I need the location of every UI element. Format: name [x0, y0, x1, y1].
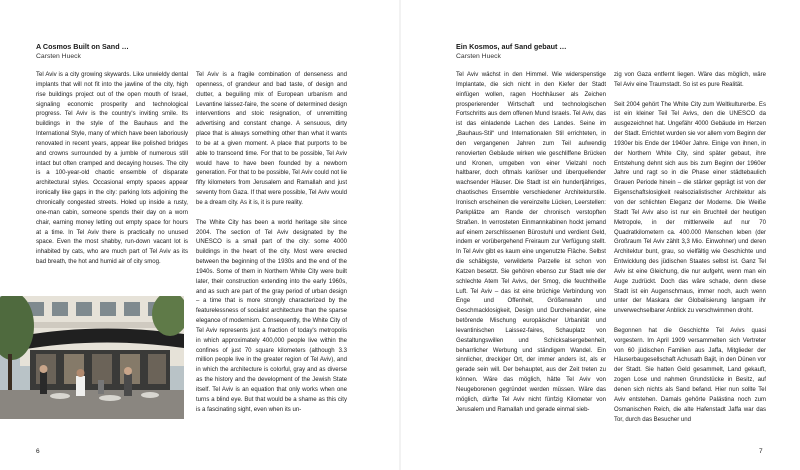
text-column-2	[614, 71, 766, 443]
text-column-1	[456, 71, 606, 443]
page-title: Ein Kosmos, auf Sand gebaut …	[456, 42, 567, 51]
right-page	[400, 0, 800, 470]
paragraph: The White City has been a world heritage site since 2004. The section of Tel Aviv designated by the UNESCO is a small part of the city: some 4000 buildings in the heart of the city. Most were erected between the beginning of the 1930s and the end of the 1940s. Some of them in Northern White City were built later, their construction extending into the early 1960s, and as such are part of the gray period of urban design – a time that is more strongly characterized by the featurelessness of socialist architecture than the sparse elegance of modernism. Consequently, the White City of Tel Aviv represents just a fraction of today's metropolis in which approximately 400,000 people live within the confines of just 70 square kilometers (although 3.3 million people live in the greater region of Tel Aviv), and in which the architecture is colorful, gray and as diverse as the history and the development of the Jewish State itself. Tel Aviv is an equation that only works when one turns a blind eye. But that would be a shame as this city is a fascinating sight, even when its un-	[196, 219, 347, 413]
author-name: Carsten Hueck	[36, 53, 81, 60]
paragraph: Begonnen hat die Geschichte Tel Avivs quasi vorgestern. Im April 1909 versammelten sich Vertreter von 60 jüdischen Familien aus Jaffa, Mitglieder der Häuserbaugesellschaft Achusath Bajit, in den Dünen vor der Stadt. Sie hatten Geld gesammelt, Land gekauft, zogen Lose und nahmen Grundstücke in Besitz, auf denen sich nichts als Sand befand. Hier nun sollte Tel Aviv entstehen. Damals gehörte Palästina noch zum Osmanischen Reich, die alte Hafenstadt Jaffa war das Tor, durch das Besucher und	[614, 327, 766, 423]
paragraph: Seit 2004 gehört The White City zum Weltkulturerbe. Es ist ein kleiner Teil Tel Avivs, den die UNESCO da ausgezeichnet hat. Ungefähr 4000 Gebäude im Herzen der Stadt. Errichtet wurden sie vor allem vom Beginn der 1930er bis Ende der 1940er Jahre. Einige von ihnen, in der Northern White City, sind später gebaut, ihre Entstehung dehnt sich aus bis zum Beginn der 1960er Jahre und ragt so in die Phase einer städtebaulich Grauen Periode hinein – die stärker geprägt ist von der Eigenschaftslosigkeit realsozialistischer Architektur als von der schlichten Eleganz der Moderne. Die Weiße Stadt Tel Aviv also ist nur ein Bruchteil der heutigen Metropole, in der mittlerweile auf nur 70 Quadratkilometern ca. 400.000 Menschen leben (der Großraum Tel Aviv zählt 3,3 Mio. Einwohner) und deren Architektur bunt, grau, so vielfältig wie Geschichte und Entwicklung des jüdischen Staates selbst ist. Ganz Tel Aviv ist eine Gleichung, die nur aufgeht, wenn man ein Auge zudrückt. Doch das wäre schade, denn diese Stadt ist ein Augenschmaus, immer noch, auch wenn unter der Maskara der Globalisierung langsam ihr unverwechselbarer Anblick zu verschwimmen droht.	[614, 101, 766, 315]
text-column-2	[196, 71, 347, 443]
page-title: A Cosmos Built on Sand …	[36, 42, 129, 51]
paragraph: Tel Aviv wächst in den Himmel. Wie widerspenstige Implantate, die sich nicht in den Kiefer der Stadt einfügen wollen, ragen Hochhäuser als Zeichen prosperierender Wirtschaft und technologischen Fortschritts aus dem offenen Mund Israels. Tel Aviv, das ist das einladende Lachen des Landes. Seine im „Bauhaus-Stil“ und Internationalen Stil errichteten, in den vergangenen Jahren zum Teil aufwendig renovierten Gebäude wirken wie geschliffene Brücken und Kronen, umgeben von einer Vielzahl noch haltbarer, doch oftmals kariöser und überquellender wachsender Häuser. Die Stadt ist ein hundertjähriges, chaotisches Ensemble verschiedener Architekturstile. Ironisch erscheinen die vereinzelte Lücken, Leerstellen: Parkplätze am Rande der chronisch verstopften Straßen. In verrosteten Einmannkabinen hockt jemand auf einem zerschlissenen Bürostuhl und verdient Geld, indem er vorübergehend Freiraum zur Verfügung stellt. In Tel Aviv gibt es kaum eine ungenutzte Fläche. Selbst die schäbigste, verwilderte Parzelle ist schon von Katzen besetzt. Sie gehören ebenso zur Stadt wie der schlechte Atem Tel Avivs, der Smog, die feuchtheiße Luft. Tel Aviv – das ist eine brüchige Verbindung von Enge und Offenheit, Größenwahn und Geschmacklosigkeit, Design und Durcheinander, eine betörende Mischung europäischer Urbanität und levantinischen Laissez-faires, Schauplatz von Gestaltungswillen und Schicksalsergebenheit, beharrlicher Werbung und ständigem Wandel. Ein sinnlicher, dreckiger Ort, der immer anders ist, als er gerade sein will. Der behauptet, aus der Zeit treten zu können. Wäre das möglich, hätte Tel Aviv von Neugeborenen gegründet werden müssen. Wäre das möglich, dürfte Tel Aviv nicht fünfzig Kilometer von Jerusalem und Ramallah und gerade einmal sieb-	[456, 72, 606, 413]
text-column-1	[36, 71, 188, 289]
paragraph: zig von Gaza entfernt liegen. Wäre das möglich, wäre Tel Aviv eine Traumstadt. So ist es pure Realität.	[614, 72, 766, 88]
page-number: 6	[36, 448, 40, 455]
author-name: Carsten Hueck	[456, 53, 501, 60]
paragraph: Tel Aviv is a fragile combination of denseness and openness, of grandeur and bad taste, of design and clutter, a beguiling mix of European urbanism and Levantine laissez-faire, the scene of determined design interventions and stoic resignation, of unremitting advertising and constant change. A sensuous, dirty place that is always something other than what it wants to be at a given moment. A place that purports to be able to transcend time. For that to be possible, Tel Aviv would have to have been founded by a newborn generation. For that to be possible, Tel Aviv could not lie fifty kilometers from Jerusalem and Ramallah and just seventy from Gaza. If that were possible, Tel Aviv would be a dream city. As it is, it is pure reality.	[196, 72, 347, 206]
page-number: 7	[759, 448, 763, 455]
street-cafe-photo-icon	[0, 296, 184, 419]
paragraph: Tel Aviv is a city growing skywards. Like unwieldy dental implants that will not fit into the jawline of the city, high rise buildings project out of the open mouth of Israel, signaling economic prosperity and technological progress. Tel Aviv is the country's inviting smile. Its buildings in the style of the Bauhaus and the International Style, many of which have been laboriously renovated in recent years, appear like polished bridges and crowns surrounded by a jumble of numerous still intact but often cramped and decaying houses. The city is a 100-year-old chaotic ensemble of disparate architectural styles. Occasional empty spaces appear ironically like gaps in the city: parking lots adjoining the chronically congested streets. Holed up inside a rusty, one-man cabin, someone spends their day on a worn chair, earning money letting out empty space for hours at a time. In Tel Aviv there is practically no unused space. Even the most shabby, run-down vacant lot is inhabited by cats, who are much part of Tel Aviv as its bad breath, the hot and humid air of city smog.	[36, 72, 188, 266]
